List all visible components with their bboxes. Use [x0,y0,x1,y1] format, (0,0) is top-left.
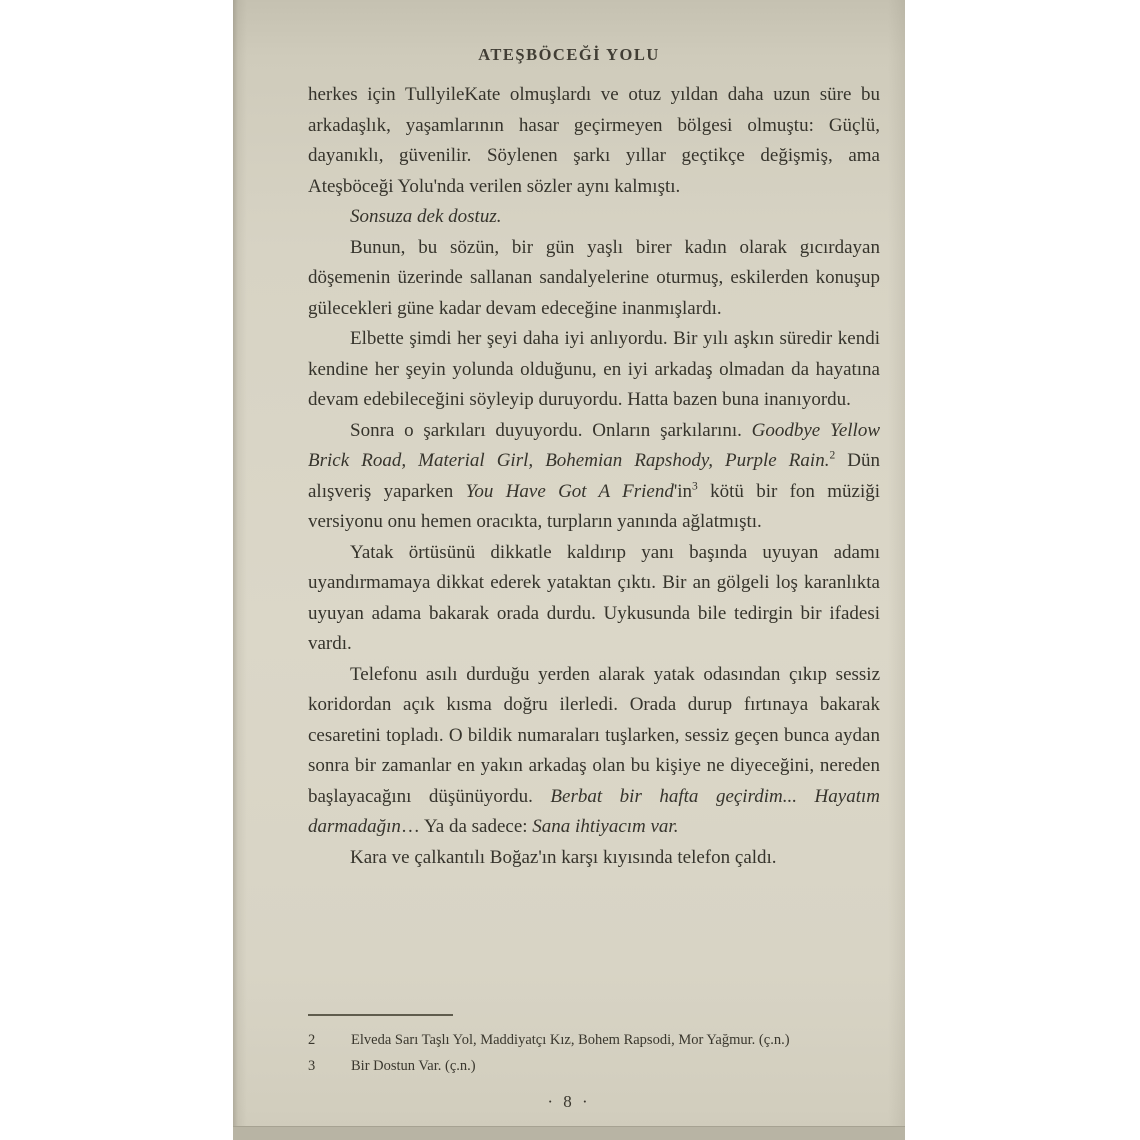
footnote-text: Elveda Sarı Taşlı Yol, Maddiyatçı Kız, Bohem Rapsodi, Mor Yağmur. (ç.n.) [351,1032,790,1048]
footnotes-section [308,1014,880,1079]
paragraph-5-text: kötü bir fon müziği versiyonu onu hemen oracıkta, turpların yanında ağlatmıştı. [308,480,880,532]
footnote-item [308,1027,880,1053]
paragraph-5 [308,416,880,538]
paragraph-7-text: … Ya da sadece: [400,816,533,837]
paragraph-7-text: Telefonu asılı durduğu yerden alarak yatak odasından çıkıp sessiz koridordan açık kısma doğru ilerledi. Orada durup fırtınaya bakarak cesaretini topladı. O bildik numaraları tuşlarken, sessiz geçen bunca aydan sonra bir zamanlar en yakın arkadaş olan bu kişiye ne diyeceğini, nereden başlayacağını düşünüyordu. [308,663,880,807]
footnote-ref-3: 3 [692,480,698,493]
inner-monologue-italic: Berbat bir hafta geçirdim... Hayatım darmadağın [308,785,880,837]
page-number: · 8 · [547,1092,591,1111]
body-text-block [308,80,880,1008]
paragraph-8: Kara ve çalkantılı Boğaz'ın karşı kıyısında telefon çaldı. [350,846,777,868]
paragraph-5-text: Dün alışveriş yaparken [308,450,880,502]
paragraph-5-text: 'in [673,480,693,502]
paragraph-3: Bunun, bu sözün, bir gün yaşlı birer kadın olarak gıcırdayan döşemenin üzerinde sallanan sandalyelerine oturmuş, eskilerden konuşup gülecekleri güne kadar devam edeceğine inanmışlardı. [308,236,880,319]
paragraph-5-text: Sonra o şarkıları duyuyordu. Onların şarkılarını. [350,419,752,441]
book-page-scan [233,0,905,1140]
paragraph-1: herkes için TullyileKate olmuşlardı ve otuz yıldan daha uzun süre bu arkadaşlık, yaşamlarının hasar geçirmeyen bölgesi olmuştu: Güçlü, dayanıklı, güvenilir. Söylenen şarkı yıllar geçtikçe değişmiş, ama Ateşböceği Yolu'nda verilen sözler aynı kalmıştı. [308,84,880,197]
footnote-item [308,1053,880,1079]
paragraph-4: Elbette şimdi her şeyi daha iyi anlıyordu. Bir yılı aşkın süredir kendi kendine her şeyin yolunda olduğunu, en iyi arkadaş olmadan da hayatına devam edebileceğini söyleyip duruyordu. Hatta bazen buna inanıyordu. [308,328,880,410]
running-title: ATEŞBÖCEĞİ YOLU [478,45,660,64]
footnote-rule [308,1014,453,1016]
song-title-italic: You Have Got A Friend [465,480,674,502]
footnote-number: 2 [308,1032,316,1048]
paragraph-7 [308,660,880,843]
paragraph-6: Yatak örtüsünü dikkatle kaldırıp yanı başında uyuyan adamı uyandırmamaya dikkat ederek yataktan çıktı. Bir an gölgeli loş karanlıkta uyuyan adama bakarak orada durdu. Uykusunda bile tedirgin bir ifadesi vardı. [308,541,880,654]
page-bottom-edge [233,1126,905,1140]
paragraph-2-italic: Sonsuza dek dostuz. [350,206,502,227]
footnote-text: Bir Dostun Var. (ç.n.) [351,1058,476,1074]
footnote-number: 3 [308,1058,316,1074]
footnote-ref-2: 2 [829,449,836,462]
song-titles-italic: Goodbye Yellow Brick Road, Material Girl, Bohemian Rapshody, Purple Rain. [308,419,880,471]
inner-monologue-italic: Sana ihtiyacım var. [532,816,679,837]
